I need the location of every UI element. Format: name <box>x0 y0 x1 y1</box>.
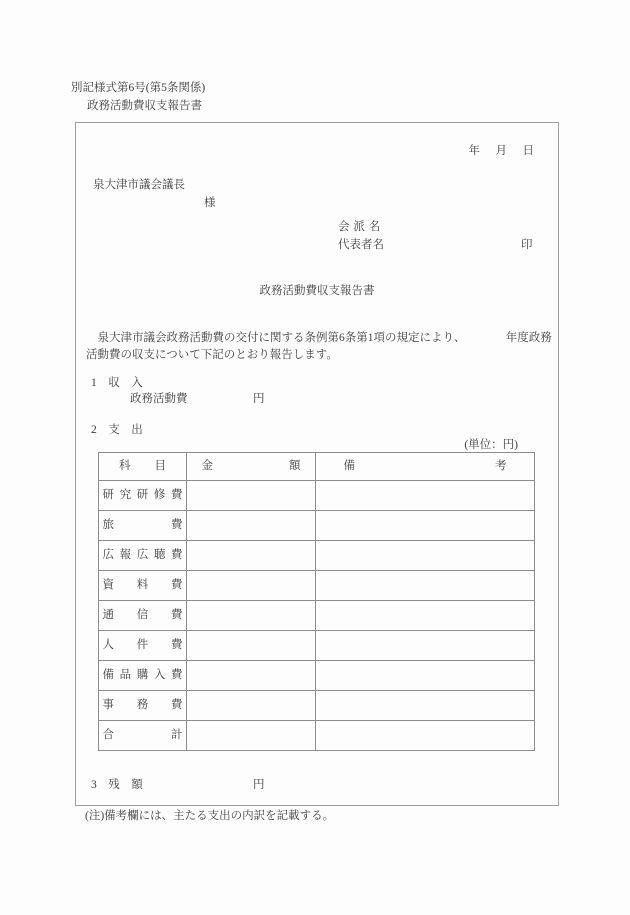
col-header-amount-label: 金 額 <box>201 460 301 473</box>
subject-cell <box>99 691 187 721</box>
amount-cell <box>187 721 316 751</box>
expense-row <box>99 631 535 661</box>
expense-row <box>99 571 535 601</box>
col-header-subject-label: 科 目 <box>119 460 166 473</box>
subject-label: 人 件 費 <box>102 639 183 652</box>
amount-cell <box>187 541 316 571</box>
remarks-cell <box>316 601 535 631</box>
subject-label: 事 務 費 <box>102 699 183 712</box>
expense-row <box>99 511 535 541</box>
expense-row <box>99 721 535 751</box>
amount-cell <box>187 661 316 691</box>
form-number-label: 別記様式第6号(第5条関係) <box>71 82 206 94</box>
document-title: 政務活動費収支報告書 <box>259 285 375 297</box>
section-income-heading: 1 収 入 <box>91 377 143 389</box>
expense-table-header-row <box>99 453 535 481</box>
expense-table-body <box>99 481 535 751</box>
date-line: 年 月 日 <box>468 145 536 157</box>
subject-cell <box>99 481 187 511</box>
subject-label: 研 究 研 修 費 <box>102 489 183 502</box>
section-expense-heading: 2 支 出 <box>91 424 143 436</box>
subject-label: 広 報 広 聴 費 <box>102 549 183 562</box>
seal-mark: 印 <box>521 239 533 251</box>
remarks-cell <box>316 541 535 571</box>
amount-cell <box>187 691 316 721</box>
subject-cell <box>99 511 187 541</box>
expense-table <box>98 452 535 751</box>
remarks-cell <box>316 631 535 661</box>
subject-cell <box>99 541 187 571</box>
remarks-cell <box>316 481 535 511</box>
amount-cell <box>187 571 316 601</box>
subject-cell <box>99 571 187 601</box>
form-border-box <box>75 122 559 806</box>
subject-label: 資 料 費 <box>102 579 183 592</box>
amount-cell <box>187 481 316 511</box>
subject-label: 通 信 費 <box>102 609 183 622</box>
expense-row <box>99 691 535 721</box>
body-text-line-2: 活動費の収支について下記のとおり報告します。 <box>86 349 338 361</box>
expense-row <box>99 481 535 511</box>
subject-label: 合 計 <box>102 729 183 742</box>
col-header-subject <box>99 453 187 481</box>
faction-name-label: 会 派 名 <box>338 221 381 233</box>
remarks-cell <box>316 661 535 691</box>
balance-unit-label: 円 <box>253 779 265 791</box>
remarks-cell <box>316 691 535 721</box>
col-header-amount <box>187 453 316 481</box>
footnote: (注)備考欄には、主たる支出の内訳を記載する。 <box>85 810 335 822</box>
expense-row <box>99 601 535 631</box>
col-header-remarks <box>316 453 535 481</box>
body-text-line-1: 泉大津市議会政務活動費の交付に関する条例第6条第1項の規定により、 年度政務 <box>86 332 552 344</box>
subject-cell <box>99 631 187 661</box>
expense-row <box>99 661 535 691</box>
subject-cell <box>99 661 187 691</box>
income-unit-label: 円 <box>253 393 265 405</box>
representative-name-label: 代表者名 <box>338 239 384 251</box>
addressee-honorific: 様 <box>204 197 216 209</box>
amount-cell <box>187 631 316 661</box>
addressee-name: 泉大津市議会議長 <box>93 179 185 191</box>
subject-cell <box>99 721 187 751</box>
col-header-remarks-label: 備 考 <box>343 460 507 473</box>
income-item-label: 政務活動費 <box>130 393 188 405</box>
subject-cell <box>99 601 187 631</box>
subject-label: 備 品 購 入 費 <box>102 669 183 682</box>
form-title-label: 政務活動費収支報告書 <box>87 100 202 112</box>
amount-cell <box>187 601 316 631</box>
subject-label: 旅 費 <box>102 519 183 532</box>
table-unit-note: (単位：円) <box>464 439 518 451</box>
remarks-cell <box>316 721 535 751</box>
section-balance-heading: 3 残 額 <box>91 779 143 791</box>
amount-cell <box>187 511 316 541</box>
expense-row <box>99 541 535 571</box>
remarks-cell <box>316 511 535 541</box>
remarks-cell <box>316 571 535 601</box>
